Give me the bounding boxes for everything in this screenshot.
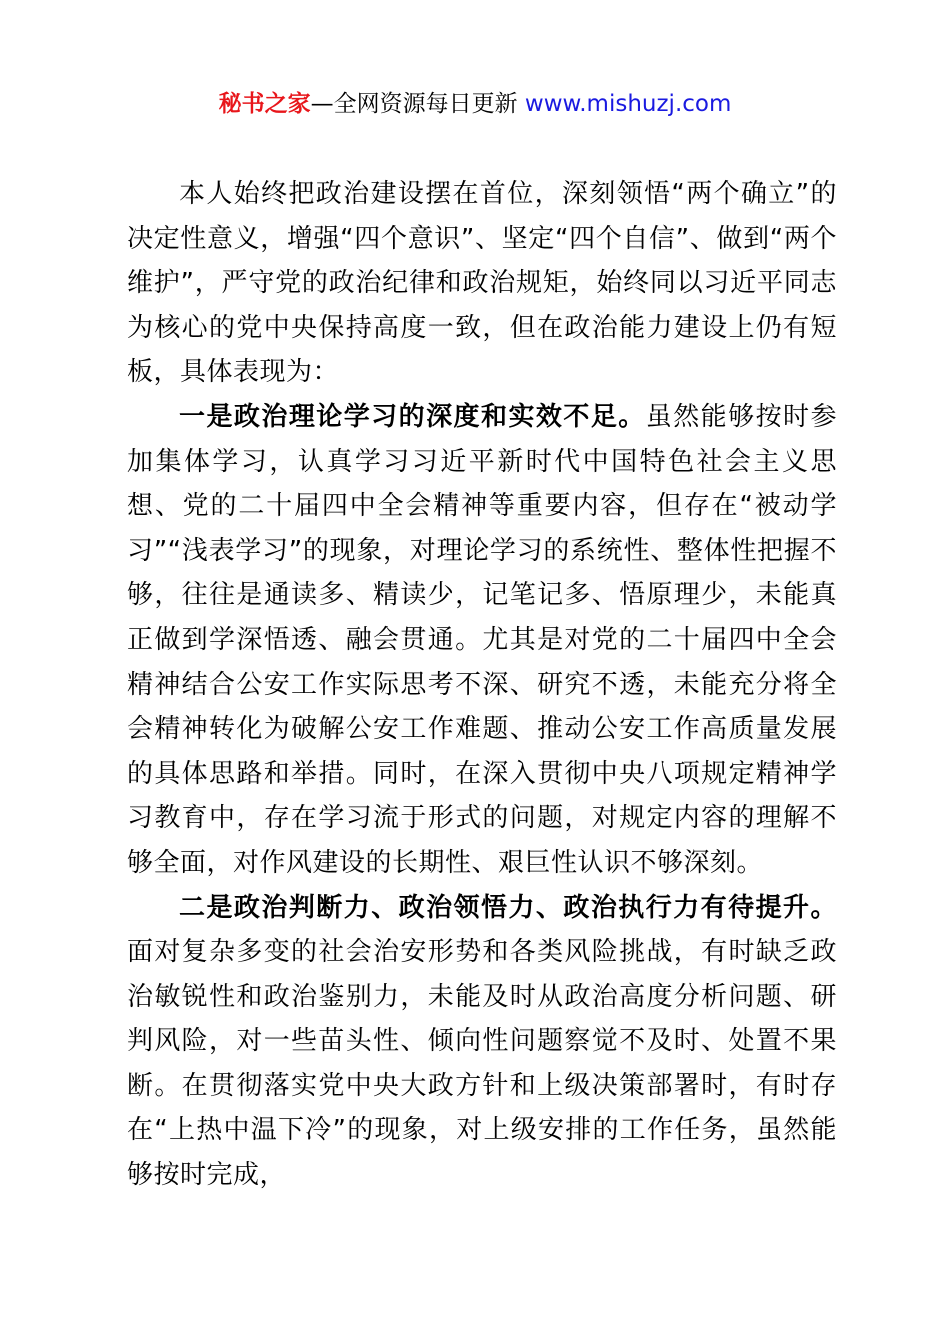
header-brand: 秘书之家 — [218, 91, 311, 117]
document-body — [127, 172, 837, 1198]
point-two-text: 面对复杂多变的社会治安形势和各类风险挑战，有时缺乏政治敏锐性和政治鉴别力，未能及时从政治高度分析问题、研判风险，对一些苗头性、倾向性问题察觉不及时、处置不果断。在贯彻落实党中央大政方针和上级决策部署时，有时存在“上热中温下冷”的现象，对上级安排的工作任务，虽然能够按时完成， — [127, 937, 837, 1191]
point-one-text: 虽然能够按时参加集体学习，认真学习习近平新时代中国特色社会主义思想、党的二十届四中全会精神等重要内容，但存在“被动学习”“浅表学习”的现象，对理论学习的系统性、整体性把握不够，往往是通读多、精读少，记笔记多、悟原理少，未能真正做到学深悟透、融会贯通。尤其是对党的二十届四中全会精神结合公安工作实际思考不深、研究不透，未能充分将全会精神转化为破解公安工作难题、推动公安工作高质量发展的具体思路和举措。同时，在深入贯彻中央八项规定精神学习教育中，存在学习流于形式的问题，对规定内容的理解不够全面，对作风建设的长期性、艰巨性认识不够深刻。 — [127, 401, 837, 878]
point-one-heading: 一是政治理论学习的深度和实效不足。 — [179, 401, 646, 432]
paragraph-point-one — [127, 395, 837, 886]
paragraph-point-two — [127, 886, 837, 1198]
point-two-heading: 二是政治判断力、政治领悟力、政治执行力有待提升。 — [179, 892, 837, 923]
header-url: www.mishuzj.com — [524, 91, 732, 117]
watermark-header — [0, 88, 950, 120]
paragraph-intro: 本人始终把政治建设摆在首位，深刻领悟“两个确立”的决定性意义，增强“四个意识”、坚定“四个自信”、做到“两个维护”，严守党的政治纪律和政治规矩，始终同以习近平同志为核心的党中央保持高度一致，但在政治能力建设上仍有短板，具体表现为： — [127, 179, 837, 388]
header-tagline: —全网资源每日更新 — [310, 91, 518, 117]
